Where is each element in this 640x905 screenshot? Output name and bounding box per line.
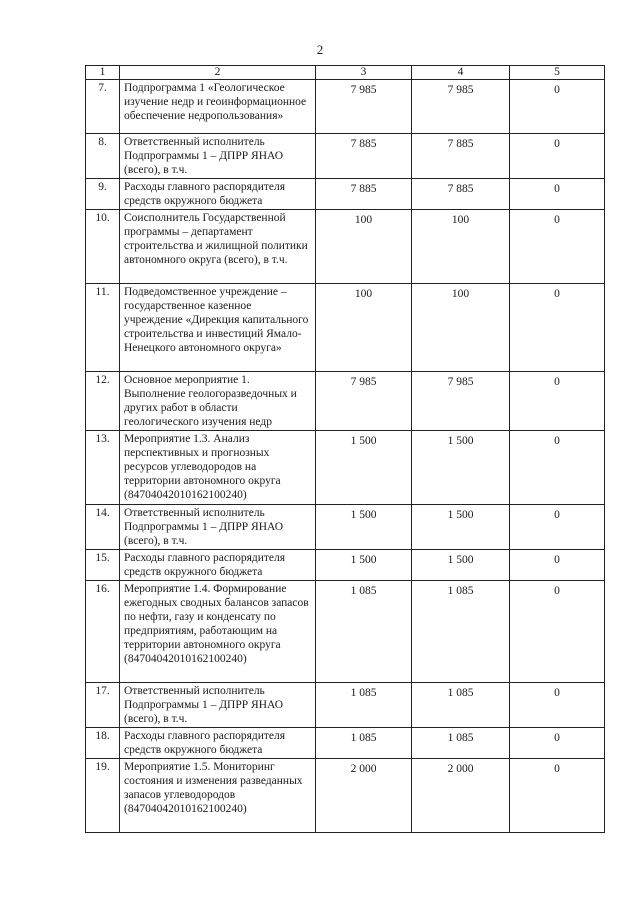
row-value-col4: 1 500 [412,431,510,505]
row-value-col5: 0 [510,505,605,550]
row-description: Основное мероприятие 1. Выполнение геологоразведочных и других работ в области геологического изучения недр [120,372,316,431]
row-value-col5: 0 [510,372,605,431]
row-value-col3: 7 885 [316,179,412,210]
table-row [86,80,605,134]
row-description: Подпрограмма 1 «Геологическое изучение недр и геоинформационное обеспечение недропользования» [120,80,316,134]
row-description: Ответственный исполнитель Подпрограммы 1 – ДПРР ЯНАО (всего), в т.ч. [120,683,316,728]
col-header-4: 4 [412,66,510,80]
row-number: 12. [86,372,120,431]
col-header-1: 1 [86,66,120,80]
table-row [86,581,605,683]
row-value-col3: 100 [316,284,412,372]
row-value-col3: 2 000 [316,759,412,833]
row-description: Ответственный исполнитель Подпрограммы 1 – ДПРР ЯНАО (всего), в т.ч. [120,505,316,550]
table-row [86,284,605,372]
table-row [86,550,605,581]
row-value-col5: 0 [510,284,605,372]
row-description: Расходы главного распорядителя средств окружного бюджета [120,179,316,210]
col-header-3: 3 [316,66,412,80]
row-description: Подведомственное учреждение – государственное казенное учреждение «Дирекция капитального строительства и инвестиций Ямало-Ненецкого автономного округа» [120,284,316,372]
table-row [86,759,605,833]
row-value-col5: 0 [510,210,605,284]
row-number: 16. [86,581,120,683]
row-description: Мероприятие 1.4. Формирование ежегодных сводных балансов запасов по нефти, газу и конденсату по предприятиям, работающим на территории автономного округа (84704042010162100240) [120,581,316,683]
row-value-col4: 1 085 [412,728,510,759]
row-value-col3: 7 985 [316,80,412,134]
table-body [86,80,605,833]
row-value-col4: 1 500 [412,505,510,550]
row-value-col3: 1 500 [316,505,412,550]
row-value-col4: 100 [412,210,510,284]
row-number: 13. [86,431,120,505]
row-value-col5: 0 [510,134,605,179]
row-value-col3: 100 [316,210,412,284]
row-value-col3: 7 885 [316,134,412,179]
row-value-col5: 0 [510,80,605,134]
col-header-5: 5 [510,66,605,80]
row-value-col3: 1 500 [316,431,412,505]
row-number: 17. [86,683,120,728]
row-value-col3: 7 985 [316,372,412,431]
row-value-col5: 0 [510,759,605,833]
row-value-col4: 7 985 [412,80,510,134]
row-description: Мероприятие 1.5. Мониторинг состояния и изменения разведанных запасов углеводородов (84704042010162100240) [120,759,316,833]
row-number: 9. [86,179,120,210]
row-value-col5: 0 [510,683,605,728]
row-value-col4: 1 085 [412,581,510,683]
row-value-col5: 0 [510,581,605,683]
budget-table [85,65,605,833]
row-value-col4: 1 085 [412,683,510,728]
row-number: 8. [86,134,120,179]
table-row [86,210,605,284]
row-value-col3: 1 500 [316,550,412,581]
row-value-col5: 0 [510,431,605,505]
row-number: 18. [86,728,120,759]
row-number: 19. [86,759,120,833]
table-row [86,728,605,759]
row-value-col4: 2 000 [412,759,510,833]
row-value-col4: 7 885 [412,134,510,179]
col-header-2: 2 [120,66,316,80]
page-number: 2 [316,42,324,57]
table-row [86,683,605,728]
row-description: Мероприятие 1.3. Анализ перспективных и прогнозных ресурсов углеводородов на территории автономного округа (84704042010162100240) [120,431,316,505]
row-number: 14. [86,505,120,550]
table-row [86,134,605,179]
row-value-col3: 1 085 [316,581,412,683]
row-value-col3: 1 085 [316,683,412,728]
row-value-col5: 0 [510,728,605,759]
row-number: 7. [86,80,120,134]
row-value-col4: 7 885 [412,179,510,210]
row-value-col3: 1 085 [316,728,412,759]
table-row [86,179,605,210]
row-value-col5: 0 [510,179,605,210]
table-row [86,372,605,431]
row-value-col5: 0 [510,550,605,581]
row-value-col4: 7 985 [412,372,510,431]
row-description: Расходы главного распорядителя средств окружного бюджета [120,728,316,759]
row-value-col4: 100 [412,284,510,372]
row-number: 10. [86,210,120,284]
row-description: Расходы главного распорядителя средств окружного бюджета [120,550,316,581]
row-number: 11. [86,284,120,372]
table-row [86,505,605,550]
table-row [86,431,605,505]
table-header-row [86,66,605,80]
row-value-col4: 1 500 [412,550,510,581]
row-description: Ответственный исполнитель Подпрограммы 1 – ДПРР ЯНАО (всего), в т.ч. [120,134,316,179]
row-description: Соисполнитель Государственной программы – департамент строительства и жилищной политики автономного округа (всего), в т.ч. [120,210,316,284]
row-number: 15. [86,550,120,581]
